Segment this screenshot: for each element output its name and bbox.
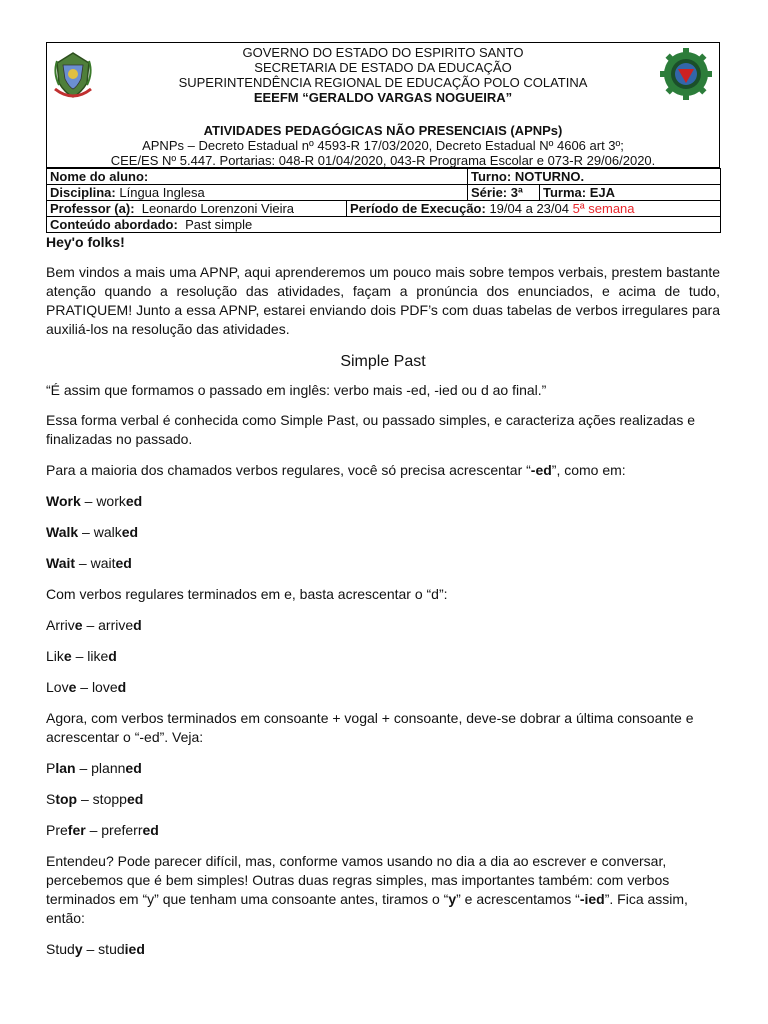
- header-government: GOVERNO DO ESTADO DO ESPIRITO SANTO: [242, 45, 524, 60]
- period-label: Período de Execução:: [350, 201, 486, 216]
- rule-1-paragraph: Para a maioria dos chamados verbos regulares, você só precisa acrescentar “-ed”, como em:: [46, 462, 626, 478]
- student-name-label: Nome do aluno:: [50, 169, 149, 184]
- teacher-cell: [47, 201, 347, 217]
- content-row: [47, 217, 721, 233]
- example-walk: Walk – walked: [46, 524, 139, 540]
- example-love: Love – loved: [46, 679, 127, 695]
- header-decree-line-1: APNPs – Decreto Estadual nº 4593-R 17/03/2020, Decreto Estadual Nº 4606 art 3º;: [142, 138, 624, 153]
- header-school-name: EEEFM “GERALDO VARGAS NOGUEIRA”: [253, 90, 513, 105]
- subject-cell: [47, 185, 468, 201]
- rule-2-paragraph: Com verbos regulares terminados em e, basta acrescentar o “d”:: [46, 586, 448, 602]
- quote-paragraph: “É assim que formamos o passado em inglês: verbo mais -ed, -ied ou d ao final.”: [46, 382, 547, 398]
- rule-4-paragraph: Entendeu? Pode parecer difícil, mas, conforme vamos usando no dia a dia ao escrever e conversar, percebemos que é bem simples! Outras duas regras simples, mas importantes também: com verbos terminados em “y” que tenham uma consoante antes, tiramos o “y” e acrescentamos “-ied”. Fica assim, então:: [46, 853, 688, 926]
- example-plan: Plan – planned: [46, 760, 142, 776]
- student-row: [47, 169, 721, 185]
- example-study: Study – studied: [46, 941, 145, 957]
- grade-cell: [468, 185, 540, 201]
- class-value: EJA: [589, 185, 616, 200]
- header-superintendencia: SUPERINTENDÊNCIA REGIONAL DE EDUCAÇÃO POLO COLATINA: [178, 75, 588, 90]
- period-cell: [347, 201, 721, 217]
- subject-label: Disciplina:: [50, 185, 116, 200]
- student-name-cell[interactable]: [47, 169, 468, 185]
- document-header: [46, 42, 720, 168]
- header-decree-line-2: CEE/ES Nº 5.447. Portarias: 048-R 01/04/2020, 043-R Programa Escolar e 073-R 29/06/2020.: [110, 153, 656, 168]
- shift-value: NOTURNO.: [514, 169, 585, 184]
- subject-value: Língua Inglesa: [119, 185, 205, 200]
- example-work: Work – worked: [46, 493, 143, 509]
- greeting: Hey'o folks!: [46, 234, 125, 250]
- teacher-row: [47, 201, 721, 217]
- grade-label: Série:: [471, 185, 508, 200]
- content-value: Past simple: [185, 217, 253, 232]
- section-title: Simple Past: [340, 353, 426, 370]
- example-prefer: Prefer – preferred: [46, 822, 159, 838]
- shift-cell: [468, 169, 721, 185]
- shift-label: Turno:: [471, 169, 512, 184]
- rule-3-paragraph: Agora, com verbos terminados em consoante + vogal + consoante, deve-se dobrar a última consoante e acrescentar o “-ed”. Veja:: [46, 710, 694, 745]
- explain-paragraph: Essa forma verbal é conhecida como Simple Past, ou passado simples, e caracteriza ações realizadas e finalizadas no passado.: [46, 412, 695, 447]
- teacher-label: Professor (a):: [50, 201, 135, 216]
- week-value: 5ª semana: [572, 201, 635, 216]
- period-value: 19/04 a 23/04: [489, 201, 569, 216]
- header-secretaria: SECRETARIA DE ESTADO DA EDUCAÇÃO: [254, 60, 512, 75]
- class-cell: [540, 185, 721, 201]
- intro-paragraph: Bem vindos a mais uma APNP, aqui aprenderemos um pouco mais sobre tempos verbais, prestem bastante atenção quando a resolução das atividades, façam a pronúncia dos enunciados, e acima de tudo, PRATIQUEM! Junto a essa APNP, estarei enviando dois PDF’s com duas tabelas de verbos irregulares para auxiliá-los na resolução das atividades.: [46, 264, 720, 337]
- example-stop: Stop – stopped: [46, 791, 144, 807]
- header-activities-title: ATIVIDADES PEDAGÓGICAS NÃO PRESENCIAIS (APNPs): [203, 123, 563, 138]
- grade-value: 3ª: [510, 185, 523, 200]
- content-cell: [47, 217, 721, 233]
- example-wait: Wait – waited: [46, 555, 132, 571]
- example-arrive: Arrive – arrived: [46, 617, 142, 633]
- teacher-value: Leonardo Lorenzoni Vieira: [141, 201, 295, 216]
- subject-row: [47, 185, 721, 201]
- content-label: Conteúdo abordado:: [50, 217, 178, 232]
- class-label: Turma:: [543, 185, 587, 200]
- example-like: Like – liked: [46, 648, 117, 664]
- document-body: [46, 233, 720, 959]
- student-info-table: [46, 168, 721, 233]
